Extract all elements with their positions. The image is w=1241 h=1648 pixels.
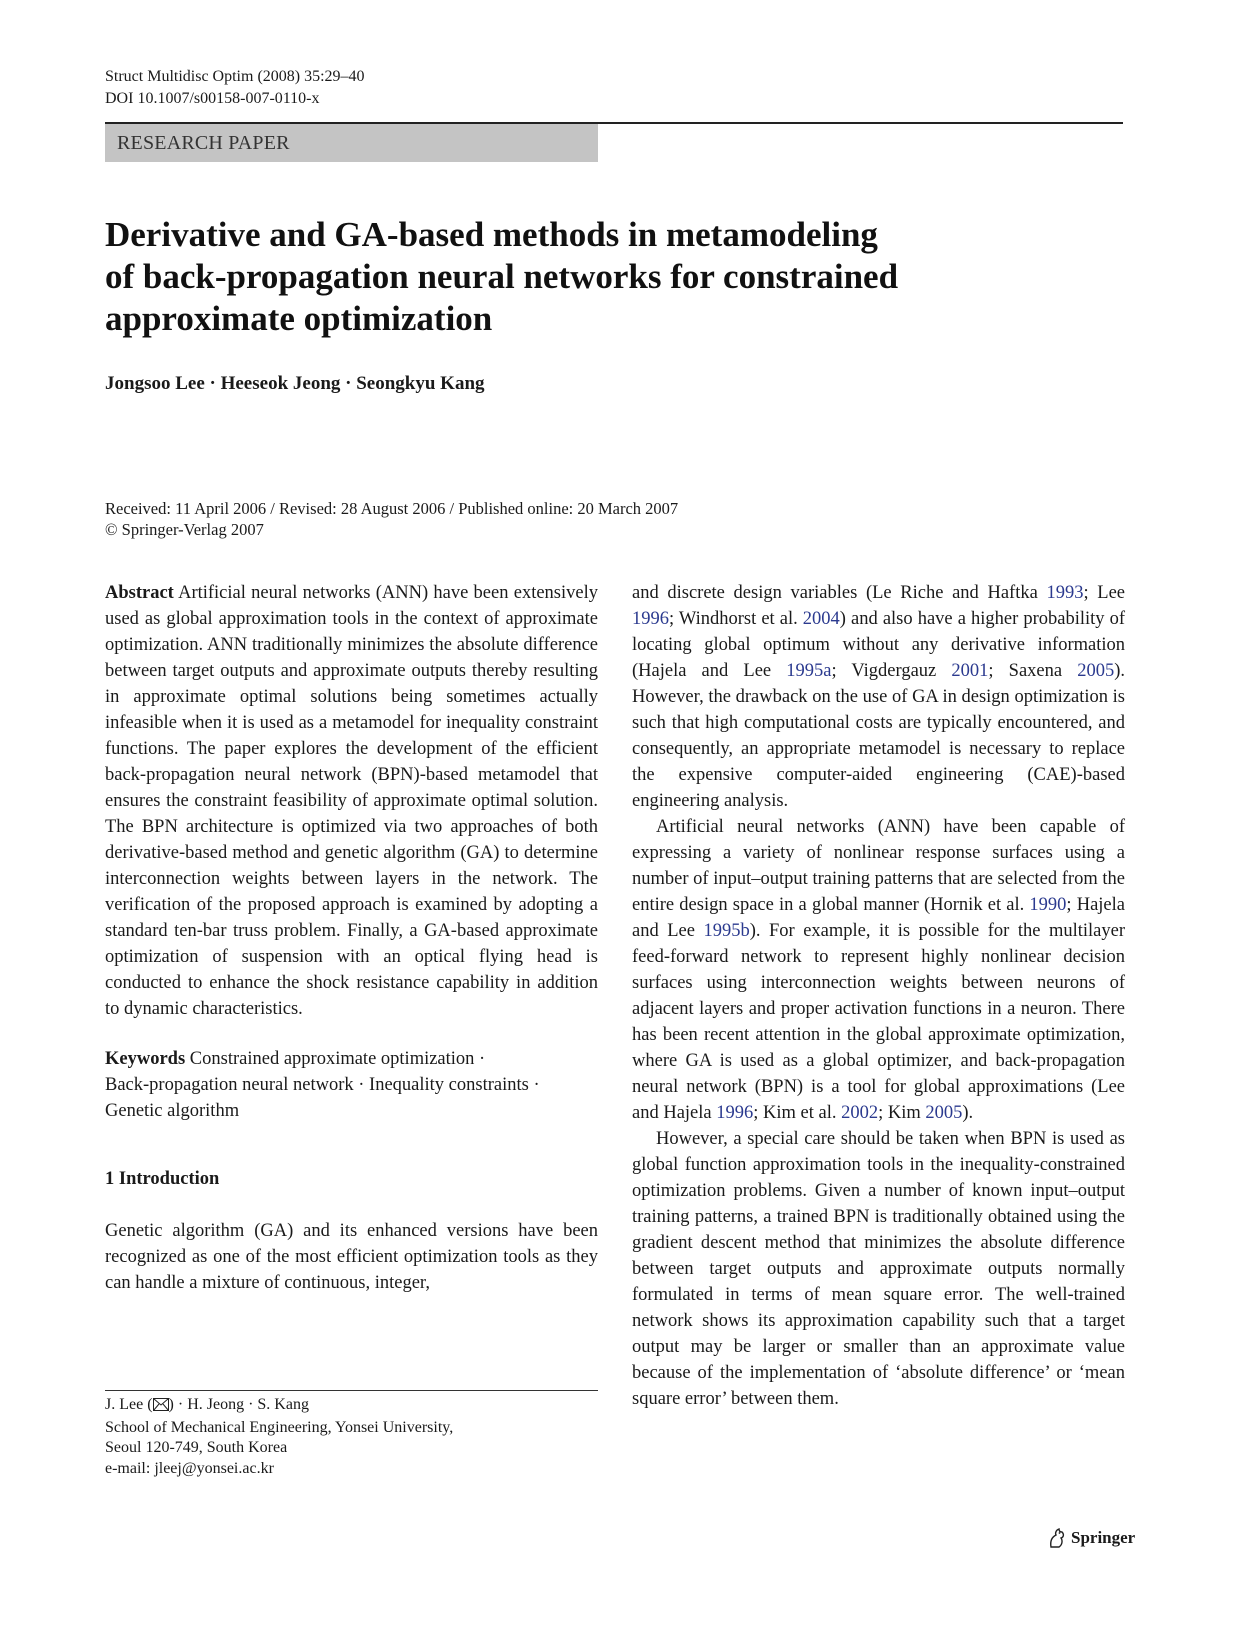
text-run: ). However, the drawback on the use of GA in design optimization is such that high computational costs are typically encountered, and consequently, an appropriate metamodel is necessary to replace the expensive computer-aided engineering (CAE)-based engineering analysis.	[632, 661, 1126, 811]
text-run: and discrete design variables (Le Riche and Haftka	[632, 583, 1047, 603]
citation-link[interactable]: 2004	[802, 609, 840, 629]
footnote-affiliation: School of Mechanical Engineering, Yonsei University,	[105, 1418, 454, 1436]
citation-link[interactable]: 2005	[925, 1103, 963, 1123]
abstract-label: Abstract	[105, 583, 174, 603]
text-run: ; Saxena	[988, 661, 1078, 681]
keywords	[105, 1046, 598, 1124]
doi-line: DOI 10.1007/s00158-007-0110-x	[105, 90, 320, 107]
citation-link[interactable]: 1996	[716, 1103, 754, 1123]
footnote-address: Seoul 120-749, South Korea	[105, 1439, 288, 1456]
text-run: ).	[962, 1103, 974, 1123]
right-paragraph-3: However, a special care should be taken when BPN is used as global function approximation tools in the inequality-constrained optimization problems. Given a number of known input–output training patterns, a trained BPN is traditionally obtained using the gradient descent method that minimizes the absolute difference between target outputs and approximate outputs normally formulated in terms of mean square error. The well-trained network shows its approximation capability such that a target output may be larger or smaller than an approximate value because of the implementation of ‘absolute difference’ or ‘mean square error’ between them.	[632, 1129, 1125, 1409]
author-list	[105, 373, 485, 395]
envelope-icon[interactable]	[153, 1397, 169, 1418]
right-paragraph-2	[632, 814, 1125, 1126]
publication-dates	[105, 498, 678, 540]
springer-horse-icon	[1048, 1528, 1066, 1548]
keywords-line-3: Genetic algorithm	[105, 1101, 240, 1121]
right-column	[632, 580, 1125, 1412]
citation-link[interactable]: 2001	[951, 661, 989, 681]
abstract-text: Artificial neural networks (ANN) have been extensively used as global approximation tools in the context of approximate optimization. ANN traditionally minimizes the absolute difference between target outputs and approximate outputs thereby resulting in approximate optimal solutions being sometimes actually infeasible when it is used as a metamodel for inequality constraint functions. The paper explores the development of the efficient back-propagation neural network (BPN)-based metamodel that ensures the constraint feasibility of approximate optimal solution. The BPN architecture is optimized via two approaches of both derivative-based method and genetic algorithm (GA) to determine interconnection weights between layers in the network. The verification of the proposed approach is examined by adopting a standard ten-bar truss problem. Finally, a GA-based approximate optimization of suspension with an optical flying head is conducted to enhance the shock resistance capability in addition to dynamic characteristics.	[105, 583, 598, 1019]
author-separator: ·	[204, 373, 221, 394]
text-run: J. Lee (	[105, 1396, 153, 1413]
paper-title	[105, 214, 1005, 340]
section-band	[105, 124, 598, 162]
text-run: ; Vigdergauz	[831, 661, 952, 681]
citation-link[interactable]: 2005	[1077, 661, 1115, 681]
text-run: ) and also have a higher probability of locating global optimum without any derivative information (Hajela and Lee	[632, 609, 1125, 681]
copyright-line: © Springer-Verlag 2007	[105, 520, 264, 539]
citation-link[interactable]: 1995a	[786, 661, 832, 681]
keywords-label: Keywords	[105, 1049, 186, 1069]
title-line-1: Derivative and GA-based methods in metamodeling	[105, 215, 878, 254]
text-run: ) · H. Jeong · S. Kang	[168, 1396, 309, 1413]
received-revised-published: Received: 11 April 2006 / Revised: 28 August 2006 / Published online: 20 March 2007	[105, 499, 679, 518]
footnote-email[interactable]: e-mail: jleej@yonsei.ac.kr	[105, 1459, 274, 1477]
footnote-authors	[105, 1395, 453, 1418]
author-footnote	[105, 1395, 453, 1479]
text-run: ; Lee	[1083, 583, 1125, 603]
author-1: Jongsoo Lee	[105, 373, 205, 394]
right-paragraph-1	[632, 580, 1125, 814]
citation-link[interactable]: 1993	[1046, 583, 1084, 603]
footnote-rule	[105, 1390, 598, 1391]
publisher-name: Springer	[1071, 1528, 1136, 1547]
title-line-2: of back-propagation neural networks for constrained	[105, 257, 899, 296]
abstract	[105, 580, 598, 1022]
text-run: ; Windhorst et al.	[669, 609, 803, 629]
text-run: ). For example, it is possible for the multilayer feed-forward network to represent highly nonlinear decision surfaces using interconnection weights between neurons of adjacent layers and proper activation functions in a neuron. There has been recent attention in the global approximate optimization, where GA is used as a global optimizer, and back-propagation neural network (BPN) is a tool for global approximations (Lee and Hajela	[632, 921, 1125, 1123]
keywords-line-2: Back-propagation neural network · Inequality constraints ·	[105, 1075, 540, 1095]
title-line-3: approximate optimization	[105, 299, 493, 338]
left-column	[105, 580, 598, 1296]
intro-paragraph: Genetic algorithm (GA) and its enhanced versions have been recognized as one of the most efficient optimization tools as they can handle a mixture of continuous, integer,	[105, 1221, 598, 1293]
citation-link[interactable]: 2002	[841, 1103, 879, 1123]
author-2: Heeseok Jeong	[220, 373, 341, 394]
author-separator: ·	[340, 373, 357, 394]
section-label: RESEARCH PAPER	[117, 132, 290, 154]
publisher-logo	[1048, 1528, 1135, 1548]
citation-link[interactable]: 1996	[632, 609, 669, 629]
text-run: ; Kim	[878, 1103, 926, 1123]
intro-heading: 1 Introduction	[105, 1169, 220, 1189]
citation-link[interactable]: 1990	[1029, 895, 1067, 915]
journal-citation	[105, 66, 365, 110]
journal-line: Struct Multidisc Optim (2008) 35:29–40	[105, 68, 365, 85]
text-run: ; Hajela and Lee	[632, 895, 1125, 941]
keywords-line-1: Constrained approximate optimization ·	[185, 1049, 486, 1069]
author-3: Seongkyu Kang	[356, 373, 485, 394]
text-run: Artificial neural networks (ANN) have been capable of expressing a variety of nonlinear response surfaces using a number of input–output training patterns that are selected from the entire design space in a global manner (Hornik et al.	[632, 817, 1125, 915]
citation-link[interactable]: 1995b	[703, 921, 750, 941]
text-run: ; Kim et al.	[753, 1103, 842, 1123]
